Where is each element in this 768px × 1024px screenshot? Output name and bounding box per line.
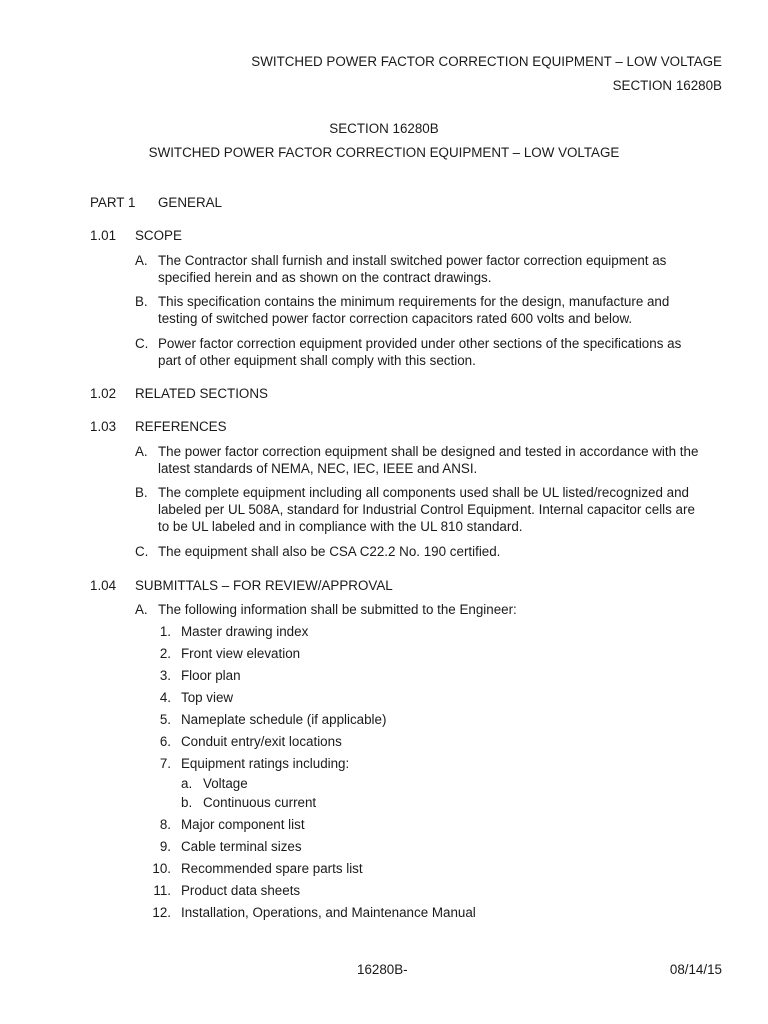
paragraph-line: specified herein and as shown on the contract drawings. — [158, 270, 492, 285]
paragraph-line: Power factor correction equipment provided under other sections of the specifications as — [158, 336, 682, 351]
page-number: 16280B- — [357, 962, 408, 977]
list-item: Floor plan — [181, 668, 241, 683]
paragraph-line: testing of switched power factor correction capacitors rated 600 volts and below. — [158, 311, 633, 326]
paragraph-line: The equipment shall also be CSA C22.2 No. 190 certified. — [158, 544, 501, 559]
list-item: Cable terminal sizes — [181, 839, 302, 854]
list-number: 12. — [152, 905, 171, 920]
paragraph-letter: C. — [135, 544, 149, 559]
list-item: Recommended spare parts list — [181, 861, 363, 876]
list-number: 9. — [159, 839, 171, 854]
list-number: 7. — [159, 756, 171, 771]
paragraph-line: The Contractor shall furnish and install switched power factor correction equipment as — [158, 253, 667, 268]
list-number: 8. — [159, 817, 171, 832]
paragraph-letter: A. — [135, 444, 148, 459]
list-number: 5. — [159, 712, 171, 727]
list-item: Installation, Operations, and Maintenance Manual — [181, 905, 476, 920]
paragraph-letter: B. — [135, 485, 148, 500]
list-number: 6. — [159, 734, 171, 749]
list-item: Master drawing index — [181, 624, 309, 639]
sublist-item: Continuous current — [203, 795, 317, 810]
paragraph-letter: A. — [135, 602, 148, 617]
paragraph-line: to be UL labeled and in compliance with the UL 810 standard. — [158, 519, 523, 534]
list-item: Nameplate schedule (if applicable) — [181, 712, 387, 727]
paragraph-line: The complete equipment including all components used shall be UL listed/recognized and — [158, 485, 689, 500]
sublist-letter: a. — [181, 776, 193, 791]
article-title: RELATED SECTIONS — [135, 386, 268, 401]
running-header-title: SWITCHED POWER FACTOR CORRECTION EQUIPMENT – LOW VOLTAGE — [251, 54, 722, 69]
sublist-letter: b. — [181, 795, 193, 810]
list-number: 10. — [152, 861, 171, 876]
sublist-item: Voltage — [203, 776, 248, 791]
paragraph-letter: A. — [135, 253, 148, 268]
list-item: Front view elevation — [181, 646, 301, 661]
paragraph-letter: B. — [135, 294, 148, 309]
list-item: Equipment ratings including: — [181, 756, 350, 771]
paragraph-line: The following information shall be submitted to the Engineer: — [158, 602, 517, 617]
section-number-title: SECTION 16280B — [329, 121, 439, 136]
article-number: 1.04 — [90, 578, 117, 593]
list-item: Product data sheets — [181, 883, 301, 898]
list-number: 2. — [159, 646, 171, 661]
paragraph-line: latest standards of NEMA, NEC, IEC, IEEE and ANSI. — [158, 461, 478, 476]
list-number: 4. — [159, 690, 171, 705]
footer-date: 08/14/15 — [669, 962, 722, 977]
paragraph-line: This specification contains the minimum requirements for the design, manufacture and — [158, 294, 670, 309]
article-title: SUBMITTALS – FOR REVIEW/APPROVAL — [135, 578, 393, 593]
article-number: 1.01 — [90, 228, 117, 243]
article-number: 1.03 — [90, 419, 117, 434]
article-number: 1.02 — [90, 386, 117, 401]
list-item: Major component list — [181, 817, 305, 832]
list-item: Conduit entry/exit locations — [181, 734, 342, 749]
section-name-title: SWITCHED POWER FACTOR CORRECTION EQUIPMENT – LOW VOLTAGE — [148, 145, 620, 160]
paragraph-line: part of other equipment shall comply with this section. — [158, 353, 476, 368]
list-number: 3. — [159, 668, 171, 683]
paragraph-line: labeled per UL 508A, standard for Industrial Control Equipment. Internal capacitor cells are — [158, 502, 695, 517]
running-header-section: SECTION 16280B — [612, 78, 722, 93]
article-title: SCOPE — [135, 228, 182, 243]
paragraph-letter: C. — [135, 336, 149, 351]
article-title: REFERENCES — [135, 419, 227, 434]
list-number: 1. — [159, 624, 171, 639]
list-number: 11. — [153, 883, 171, 898]
paragraph-line: The power factor correction equipment shall be designed and tested in accordance with the — [158, 444, 699, 459]
part-name: GENERAL — [158, 195, 222, 210]
list-item: Top view — [181, 690, 234, 705]
part-number: PART 1 — [90, 195, 136, 210]
